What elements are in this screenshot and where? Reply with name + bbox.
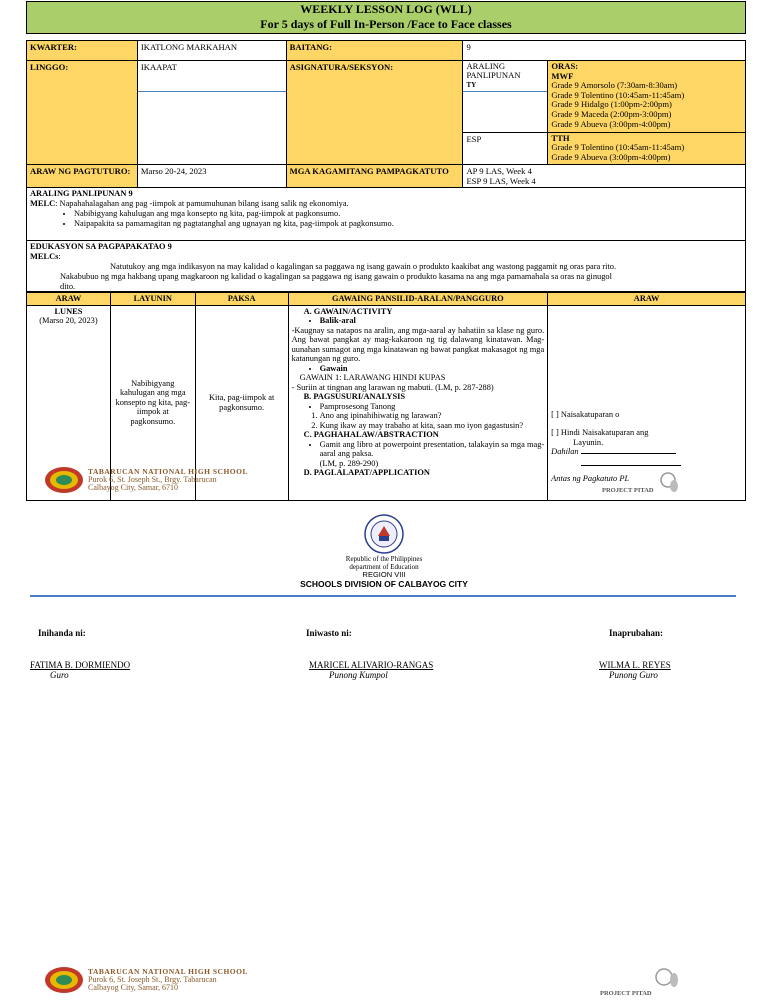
b-bullet: • Pamprosesong Tanong — [320, 402, 545, 412]
kwarter-value: IKATLONG MARKAHAN — [137, 41, 286, 61]
ap-melc-label: MELC — [30, 199, 56, 208]
mwf-schedule — [548, 61, 746, 133]
footprint-icon — [598, 966, 688, 992]
school-badge-top — [44, 466, 248, 494]
day-date: (Marso 20, 2023) — [39, 316, 98, 325]
signer-name: WILMA L. REYES — [599, 660, 671, 670]
sig-label: Inaprubahan: — [609, 628, 664, 638]
col-araw2: ARAW — [548, 293, 746, 306]
signature-block — [30, 660, 130, 680]
esp-melc-colon: : — [58, 252, 61, 261]
ap-melc-text: : Napahahalagahan ang pag -iimpok at pamumuhunan bilang isang salik ng ekonomiya. — [55, 199, 349, 208]
b-question: 1. Ano ang ipinahihiwatig ng larawan? — [320, 411, 545, 421]
school-address: Purok 6, St. Joseph St., Brgy. Tabarucan — [88, 475, 217, 484]
mwf-item: Grade 9 Hidalgo (1:00pm-2:00pm) — [551, 99, 672, 110]
col-araw: ARAW — [27, 293, 111, 306]
school-address: Calbayog City, Samar, 6710 — [88, 983, 179, 992]
col-paksa: PAKSA — [195, 293, 288, 306]
linggo-label: LINGGO: — [27, 61, 138, 165]
section-c-title: C. PAGHAHALAW/ABSTRACTION — [303, 430, 439, 439]
school-logo-icon — [44, 466, 84, 494]
mwf-item: Grade 9 Maceda (2:00pm-3:00pm) — [551, 108, 672, 119]
tth-schedule — [548, 132, 746, 164]
signer-role: Punong Guro — [609, 670, 658, 680]
esp-melc-label: MELCs — [30, 252, 59, 261]
remark-layunin: Layunin. — [573, 437, 604, 447]
project-badge-top — [600, 470, 686, 503]
araw-value: Marso 20-24, 2023 — [137, 165, 286, 188]
linggo-value: IKAAPAT — [138, 61, 286, 92]
signer-role: Guro — [50, 670, 69, 680]
baitang-value: 9 — [463, 41, 746, 61]
ap-melc-bullet: • Nabibigyang kahulugan ang mga konsepto ng kita, pag-iimpok at pagkonsumo. — [74, 209, 742, 219]
oras-label: ORAS: — [551, 61, 579, 71]
document-title: WEEKLY LESSON LOG (WLL) — [300, 2, 472, 16]
mwf-label: MWF — [551, 70, 574, 81]
paksa-cell: Kita, pag-iimpok at pagkonsumo. — [195, 305, 288, 500]
tth-item: Grade 9 Abueva (3:00pm-4:00pm) — [551, 152, 671, 163]
school-address: Calbayog City, Samar, 6710 — [88, 483, 179, 492]
signer-role: Punong Kumpol — [329, 670, 388, 680]
project-badge-bottom — [598, 966, 688, 1000]
project-label: PROJECT PITAD — [602, 487, 654, 494]
layunin-cell: Nabibigyang kahulugan ang mga konsepto ng kita, pag-iimpok at pagkonsumo. — [110, 305, 195, 500]
day-label: LUNES — [54, 306, 83, 316]
deped-seal — [364, 514, 404, 559]
header-divider — [30, 595, 736, 597]
suriin-text: - Suriin at tingnan ang larawan ng mabuti. (LM, p. 287-288) — [291, 382, 494, 392]
document-header — [26, 1, 746, 34]
col-gawain: GAWAING PANSILID-ARALAN/PANGGURO — [288, 293, 548, 306]
esp-melc-section — [26, 241, 746, 292]
mwf-item: Grade 9 Tolentino (10:45am-11:45am) — [551, 89, 685, 100]
c-ref: (LM, p. 289-290) — [319, 458, 379, 468]
section-a-title: A. GAWAIN/ACTIVITY — [303, 306, 393, 316]
mwf-item: Grade 9 Abueva (3:00pm-4:00pm) — [551, 118, 671, 129]
deped-header — [234, 555, 534, 590]
deped-line: Republic of the Philippines — [345, 555, 423, 563]
tth-label: TTH — [551, 132, 570, 143]
project-label: PROJECT PITAD — [600, 990, 652, 997]
deped-division: SCHOOLS DIVISION OF CALBAYOG CITY — [300, 579, 468, 589]
signer-name: MARICEL ALIVARIO-RANGAS — [309, 660, 434, 670]
deped-seal-icon — [364, 514, 404, 554]
esp-section-title: EDUKASYON SA PAGPAPAKATAO 9 — [30, 242, 172, 251]
gawain-cell — [288, 305, 548, 500]
section-b-title: B. PAGSUSURI/ANALYSIS — [303, 392, 406, 401]
ap-melc-bullet: • Naipapakita sa pamamagitan ng pagtatanghal ang ugnayan ng kita, pag-iimpok at pagkonsumo. — [74, 219, 742, 229]
antas-label: Antas ng Pagkatuto PL — [551, 473, 630, 483]
esp-melc-line: dito. — [60, 282, 76, 291]
kagamitan-item: AP 9 LAS, Week 4 — [466, 166, 532, 176]
kagamitan-value — [463, 165, 746, 188]
ap-suffix: TY — [466, 81, 477, 89]
section-d-title: D. PAGLALAPAT/APPLICATION — [303, 468, 430, 477]
document-subtitle: For 5 days of Full In-Person /Face to Face classes — [260, 17, 512, 31]
esp-label: ESP — [463, 132, 548, 164]
deped-line: department of Education — [349, 563, 419, 571]
signature-block — [309, 660, 433, 680]
deped-region: REGION VIII — [362, 570, 406, 579]
ap-melc-section — [26, 188, 746, 241]
baitang-label: BAITANG: — [286, 41, 463, 61]
info-table — [26, 40, 746, 188]
school-logo-icon — [44, 966, 84, 994]
gawain-label: • Gawain — [320, 364, 545, 374]
signer-name: FATIMA B. DORMIENDO — [30, 660, 131, 670]
dahilan-label: Dahilan — [551, 447, 579, 456]
gawain1-title: GAWAIN 1: LARAWANG HINDI KUPAS — [299, 373, 446, 382]
sig-label: Iniwasto ni: — [306, 628, 352, 638]
remark-accomplished: [ ] Naisakatuparan o — [551, 409, 620, 419]
school-name: TABARUCAN NATIONAL HIGH SCHOOL — [88, 467, 248, 476]
kwarter-label: KWARTER: — [27, 41, 138, 61]
mwf-item: Grade 9 Amorsolo (7:30am-8:30am) — [551, 80, 678, 91]
tth-item: Grade 9 Tolentino (10:45am-11:45am) — [551, 142, 685, 153]
school-badge-bottom — [44, 966, 248, 994]
school-name: TABARUCAN NATIONAL HIGH SCHOOL — [88, 967, 248, 976]
esp-melc-line: Natutukoy ang mga indikasyon na may kalidad o kagalingan sa paggawa ng isang gawain o produkto kaakibat ang wastong paggamit ng oras para rito. — [110, 262, 617, 271]
col-layunin: LAYUNIN — [110, 293, 195, 306]
c-bullet: • Gamit ang libro at powerpoint presentation, talakayin sa mga mag-aaral ang paksa. — [320, 440, 545, 459]
kagamitan-item: ESP 9 LAS, Week 4 — [466, 176, 536, 186]
signature-block — [599, 660, 671, 680]
araw-label: ARAW NG PAGTUTURO: — [27, 165, 138, 188]
school-address: Purok 6, St. Joseph St., Brgy. Tabarucan — [88, 975, 217, 984]
remark-not-accomplished: [ ] Hindi Naisakatuparan ang — [551, 428, 649, 437]
linggo-cell — [137, 61, 286, 165]
balik-aral-label: • Balik-aral — [320, 316, 545, 326]
ap-section-title: ARALING PANLIPUNAN 9 — [30, 189, 133, 198]
sig-label: Inihanda ni: — [38, 628, 86, 638]
ap-label: ARALING PANLIPUNAN — [466, 61, 521, 80]
esp-melc-line: Nakabubuo ng mga hakbang upang magkaroon ng kalidad o kagalingan sa paggawa ng isang gawain o produkto kasama na ang mga pamamahala sa oras na ginugol — [60, 272, 612, 281]
ap-cell — [463, 61, 548, 133]
b-question: 2. Kung ikaw ay may trabaho at kita, saan mo iyon gagastusin? — [320, 421, 545, 431]
balik-aral-text: -Kaugnay sa natapos na aralin, ang mga-aaral ay hahatiin sa klase ng guro. Ang bawat pangkat ay mag-kakaroon ng tig dalawang kinatawan. Mag-uunahan sumagot ang mga kinatawan ng bawat pangkat makasagot ng mga katanungan ng guro. — [291, 325, 545, 363]
asignatura-label: ASIGNATURA/SEKSYON: — [286, 61, 463, 165]
kagamitan-label: MGA KAGAMITANG PAMPAGKATUTO — [286, 165, 463, 188]
